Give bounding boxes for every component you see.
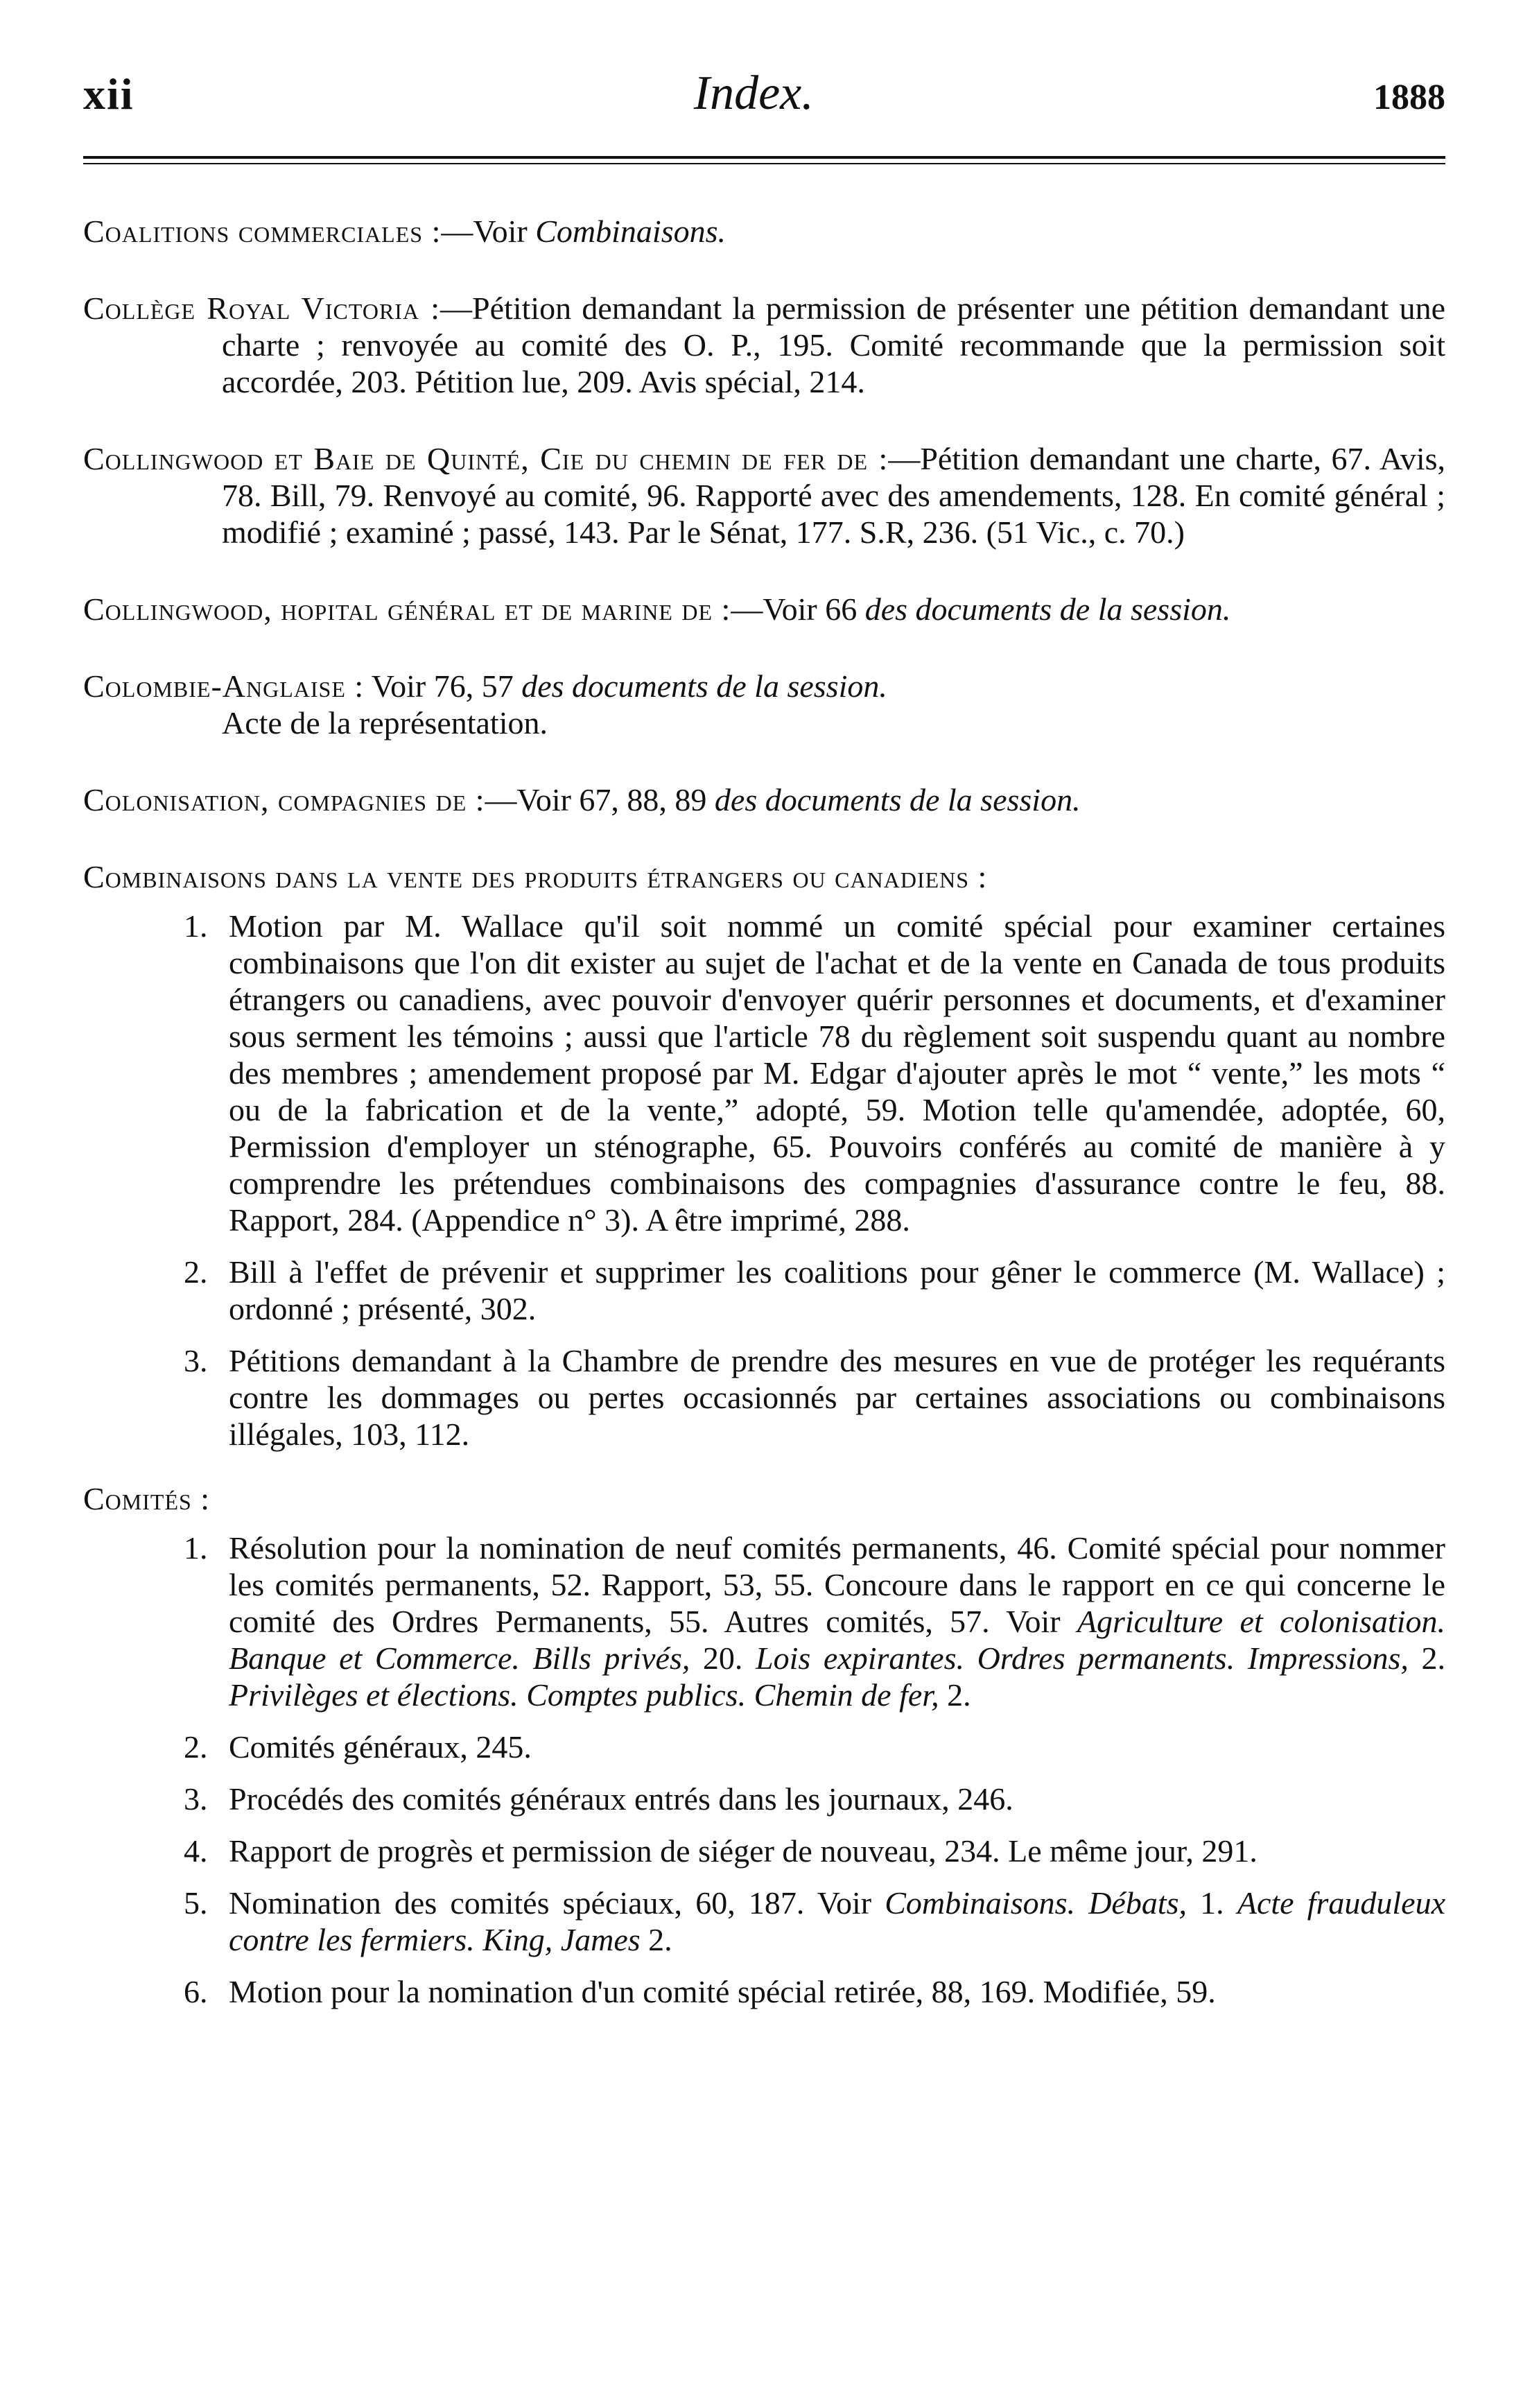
sub-item-text: Nomination des comités spéciaux, 60, 187. Voir	[229, 1885, 885, 1921]
entry-heading: Colonisation, compagnies de :	[83, 782, 485, 817]
cross-reference: Privilèges et élections.	[229, 1677, 519, 1713]
running-head	[83, 66, 1445, 128]
sub-item-number: 2.	[184, 1729, 208, 1765]
sub-item-number: 3.	[184, 1781, 208, 1817]
sub-item-number: 2.	[184, 1254, 208, 1290]
sub-item-number: 5.	[184, 1885, 208, 1921]
entry-heading: Comités :	[83, 1481, 211, 1516]
sub-item-text: Résolution pour la nomination de neuf comités permanents, 46. Comité spécial pour nommer les comités permanents, 52. Rapport, 53, 55. Concoure dans le rapport en ce qui concerne le comité des Ordres Permanents, 55. Autres comités, 57. Voir	[229, 1530, 1445, 1639]
index-entry-college-royal-victoria	[83, 290, 1445, 400]
page-reference: 20.	[690, 1640, 756, 1676]
sub-item	[83, 908, 1445, 1238]
entry-heading: Combinaisons dans la vente des produits étrangers ou canadiens :	[83, 859, 988, 894]
sub-item-text: Motion par M. Wallace qu'il soit nommé un comité spécial pour examiner certaines combinaisons que l'on dit exister au sujet de l'achat et de la vente en Canada de tous produits étrangers ou canadiens, avec pouvoir d'envoyer quérir personnes et documents, et d'examiner sous serment les témoins ; aussi que l'article 78 du règlement soit suspendu quant au nombre des membres ; amendement proposé par M. Edgar d'ajouter après le mot “ vente,” les mots “ ou de la fabrication et de la vente,” adopté, 59. Motion telle qu'amendée, adoptée, 60, Permission d'employer un sténographe, 65. Pouvoirs conférés au comité de manière à y comprendre les prétendues combinaisons des compagnies d'assurance contre le feu, 88. Rapport, 284. (Appendice n° 3). A être imprimé, 288.	[229, 908, 1445, 1238]
page-folio: xii	[83, 69, 134, 119]
entry-heading: Coalitions commerciales :	[83, 214, 442, 249]
index-entry-combinaisons	[83, 858, 1445, 1453]
index-entry-colonisation	[83, 781, 1445, 818]
page-year: 1888	[1373, 78, 1445, 117]
sub-item-number: 6.	[184, 1974, 208, 2009]
index-entry-collingwood-hopital	[83, 591, 1445, 627]
cross-reference: King, James	[482, 1922, 641, 1957]
index-entry-coalitions	[83, 213, 1445, 250]
sub-item-number: 3.	[184, 1343, 208, 1378]
entry-reference: des documents de la session.	[714, 782, 1081, 817]
sub-item	[83, 1833, 1445, 1869]
cross-reference: Ordres permanents.	[977, 1640, 1235, 1676]
entry-text: —Voir	[441, 214, 536, 249]
cross-reference: Lois expirantes.	[756, 1640, 964, 1676]
page-reference: 2.	[1408, 1640, 1445, 1676]
cross-reference: Agriculture et colonisation.	[1077, 1604, 1445, 1639]
entry-text: —Pétition demandant une charte, 67. Avis, 78. Bill, 79. Renvoyé au comité, 96. Rapporté avec des amendements, 128. En comité général ; modifié ; examiné ; passé, 143. Par le Sénat, 177. S.R, 236. (51 Vic., c. 70.)	[222, 441, 1445, 550]
index-entry-colombie-anglaise	[83, 668, 1445, 741]
sub-item-text: Rapport de progrès et permission de siéger de nouveau, 234. Le même jour, 291.	[229, 1833, 1257, 1869]
cross-reference: Acte frauduleux contre les fermiers.	[229, 1885, 1446, 1957]
sub-item	[83, 1342, 1445, 1453]
sub-item-text: Comités généraux, 245.	[229, 1729, 532, 1765]
entry-text: —Voir 66	[731, 591, 865, 627]
entry-heading: Collingwood, hopital général et de marine de :	[83, 591, 731, 627]
cross-reference: Comptes publics.	[526, 1677, 747, 1713]
entry-heading: Collingwood et Baie de Quinté, Cie du chemin de fer de :	[83, 441, 889, 476]
cross-reference: Banque et Commerce.	[229, 1640, 520, 1676]
sub-item-text: Bill à l'effet de prévenir et supprimer les coalitions pour gêner le commerce (M. Wallace) ; ordonné ; présenté, 302.	[229, 1254, 1445, 1326]
entry-text: —Pétition demandant la permission de présenter une pétition demandant une charte ; renvoyée au comité des O. P., 195. Comité recommande que la permission soit accordée, 203. Pétition lue, 209. Avis spécial, 214.	[222, 291, 1445, 399]
sub-item	[83, 1973, 1445, 2010]
entry-text: —Voir 67, 88, 89	[485, 782, 715, 817]
sub-item-number: 1.	[184, 908, 208, 944]
entry-reference: des documents de la session.	[864, 591, 1231, 627]
cross-reference: Débats,	[1088, 1885, 1187, 1921]
sub-item	[83, 1729, 1445, 1765]
sub-item-number: 1.	[184, 1530, 208, 1566]
entry-heading: Collège Royal Victoria :	[83, 291, 441, 326]
header-rule	[83, 156, 1445, 164]
sub-item-text: Motion pour la nomination d'un comité spécial retirée, 88, 169. Modifiée, 59.	[229, 1974, 1216, 2009]
entry-heading: Colombie-Anglaise :	[83, 668, 365, 704]
index-entry-collingwood-baie-de-quinte	[83, 440, 1445, 551]
sub-item	[83, 1530, 1445, 1713]
sub-item-text: Pétitions demandant à la Chambre de prendre des mesures en vue de protéger les requérants contre les dommages ou pertes occasionnés par certaines associations ou combinaisons illégales, 103, 112.	[229, 1343, 1445, 1452]
page-title: Index.	[693, 67, 814, 120]
sub-item-number: 4.	[184, 1833, 208, 1869]
cross-reference: Bills privés,	[532, 1640, 690, 1676]
entry-extra: Acte de la représentation.	[222, 705, 548, 740]
cross-reference: Impressions,	[1247, 1640, 1409, 1676]
cross-reference: Chemin de fer,	[754, 1677, 939, 1713]
entry-reference: Combinaisons.	[535, 214, 726, 249]
sub-item-text: Procédés des comités généraux entrés dans les journaux, 246.	[229, 1781, 1013, 1817]
sub-item	[83, 1781, 1445, 1817]
sub-item	[83, 1254, 1445, 1327]
cross-reference: Combinaisons.	[885, 1885, 1076, 1921]
page-reference: 2.	[939, 1677, 971, 1713]
index-entry-comites	[83, 1480, 1445, 2010]
page-reference: 2.	[640, 1922, 672, 1957]
entry-text: Voir 76, 57	[364, 668, 522, 704]
entry-reference: des documents de la session.	[521, 668, 887, 704]
page-reference: 1.	[1187, 1885, 1237, 1921]
sub-item	[83, 1885, 1445, 1958]
